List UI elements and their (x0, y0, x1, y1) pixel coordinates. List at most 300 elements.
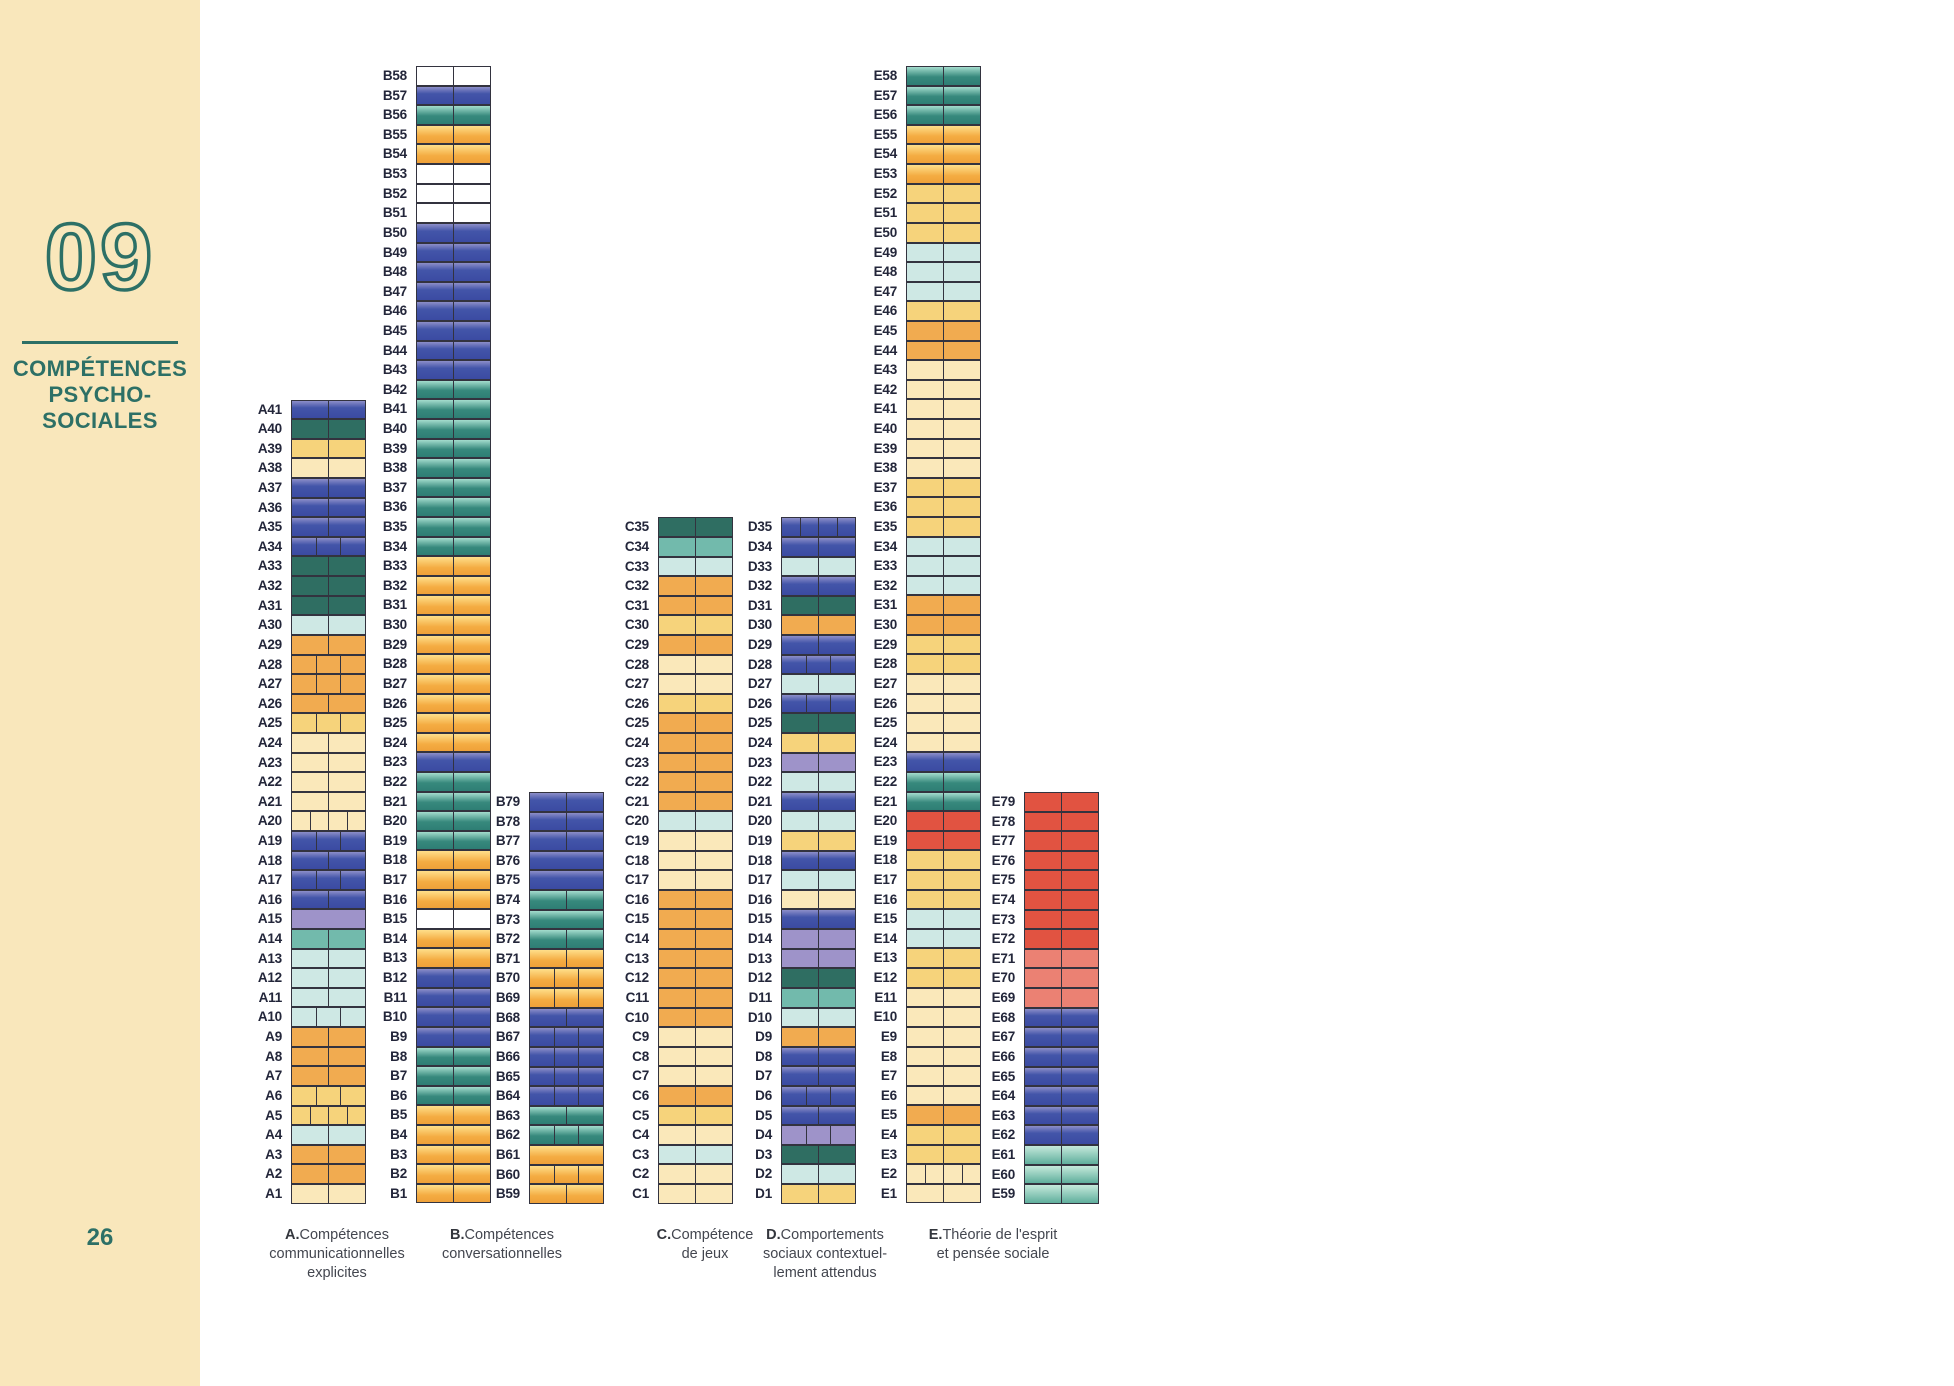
cell-row-E75 (966, 870, 1099, 890)
cell-segment (659, 871, 695, 889)
skill-cell-D33 (781, 557, 856, 577)
cell-label-B58: B58 (382, 68, 407, 84)
cell-label-B7: B7 (390, 1068, 407, 1084)
cell-label-B45: B45 (382, 322, 407, 338)
cell-label-B62: B62 (495, 1127, 520, 1143)
cell-segment (417, 302, 453, 320)
cell-row-C18 (600, 851, 733, 871)
cell-label-C20: C20 (624, 813, 649, 829)
cell-segment (417, 851, 453, 869)
cell-label-E10: E10 (873, 1009, 897, 1025)
cell-segment (782, 969, 818, 987)
skill-cell-B51 (416, 203, 491, 223)
cell-segment (1025, 813, 1061, 831)
cell-row-C33 (600, 557, 733, 577)
cell-segment (417, 577, 453, 595)
cell-segment (1061, 1009, 1098, 1027)
cell-segment (292, 479, 328, 497)
skill-cell-C31 (658, 596, 733, 616)
cell-label-B63: B63 (495, 1107, 520, 1123)
skill-cell-A7 (291, 1066, 366, 1086)
cell-segment (417, 1067, 453, 1085)
cell-label-B51: B51 (382, 205, 407, 221)
cell-label-B2: B2 (390, 1166, 407, 1182)
cell-row-E66 (966, 1047, 1099, 1067)
cell-segment (292, 734, 328, 752)
cell-segment (907, 1165, 925, 1183)
cell-row-B35 (358, 517, 491, 537)
cell-segment (530, 793, 566, 811)
cell-row-A30 (233, 615, 366, 635)
cell-row-A9 (233, 1027, 366, 1047)
cell-segment (453, 420, 490, 438)
cell-label-B41: B41 (382, 401, 407, 417)
cell-segment (292, 616, 328, 634)
cell-segment (530, 989, 554, 1007)
column-caption-E (863, 1226, 1123, 1264)
cell-segment (292, 871, 316, 889)
cell-segment (943, 714, 980, 732)
cell-label-E3: E3 (880, 1146, 897, 1162)
cell-label-A18: A18 (257, 852, 282, 868)
cell-row-B69 (471, 988, 604, 1008)
cell-segment (1061, 930, 1098, 948)
cell-label-B16: B16 (382, 891, 407, 907)
cell-label-A26: A26 (257, 695, 282, 711)
cell-segment (782, 1048, 818, 1066)
skill-cell-E45 (906, 321, 981, 341)
cell-label-D7: D7 (755, 1068, 772, 1084)
skill-cell-B59 (529, 1184, 604, 1204)
cell-label-E39: E39 (873, 440, 897, 456)
cell-row-B49 (358, 243, 491, 263)
cell-segment (453, 145, 490, 163)
cell-segment (292, 1126, 328, 1144)
cell-segment (907, 969, 943, 987)
cell-row-E25 (848, 713, 981, 733)
cell-label-A33: A33 (257, 558, 282, 574)
skill-cell-C29 (658, 635, 733, 655)
cell-segment (453, 753, 490, 771)
cell-segment (292, 1008, 316, 1026)
skill-cell-C20 (658, 811, 733, 831)
caption-line: B.Compétences (450, 1227, 554, 1243)
cell-row-C31 (600, 596, 733, 616)
skill-cell-E40 (906, 419, 981, 439)
cell-label-B34: B34 (382, 538, 407, 554)
skill-cell-D2 (781, 1164, 856, 1184)
cell-row-A12 (233, 968, 366, 988)
skill-cell-C12 (658, 968, 733, 988)
cell-row-E44 (848, 341, 981, 361)
cell-segment (1025, 1028, 1061, 1046)
cell-segment (782, 1165, 818, 1183)
skill-cell-B41 (416, 399, 491, 419)
cell-row-E51 (848, 203, 981, 223)
cell-label-B38: B38 (382, 460, 407, 476)
cell-label-D6: D6 (755, 1087, 772, 1103)
cell-label-B6: B6 (390, 1087, 407, 1103)
cell-row-B56 (358, 105, 491, 125)
skill-cell-D31 (781, 596, 856, 616)
skill-cell-E25 (906, 713, 981, 733)
cell-label-E61: E61 (991, 1146, 1015, 1162)
cell-label-E64: E64 (991, 1088, 1015, 1104)
cell-row-E15 (848, 909, 981, 929)
cell-segment (1025, 793, 1061, 811)
cell-label-B50: B50 (382, 224, 407, 240)
cell-row-D31 (723, 596, 856, 616)
skill-cell-A5 (291, 1106, 366, 1126)
cell-segment (530, 1068, 554, 1086)
skill-cell-B40 (416, 419, 491, 439)
cell-row-E13 (848, 948, 981, 968)
cell-row-E79 (966, 792, 1099, 812)
skill-cell-C11 (658, 988, 733, 1008)
cell-segment (943, 283, 980, 301)
cell-label-B66: B66 (495, 1048, 520, 1064)
cell-segment (943, 342, 980, 360)
skill-cell-A8 (291, 1047, 366, 1067)
cell-segment (907, 224, 943, 242)
cell-row-A20 (233, 811, 366, 831)
cell-segment (292, 793, 328, 811)
cell-segment (943, 302, 980, 320)
cell-segment (907, 400, 943, 418)
cell-segment (453, 322, 490, 340)
skill-cell-C4 (658, 1125, 733, 1145)
cell-segment (782, 538, 818, 556)
cell-label-B65: B65 (495, 1068, 520, 1084)
cell-segment (1061, 1048, 1098, 1066)
cell-row-B27 (358, 674, 491, 694)
cell-label-E74: E74 (991, 892, 1015, 908)
skill-cell-C28 (658, 655, 733, 675)
skill-cell-E59 (1024, 1184, 1099, 1204)
skill-cell-E38 (906, 458, 981, 478)
cell-label-A29: A29 (257, 636, 282, 652)
cell-segment (782, 1146, 818, 1164)
cell-segment (453, 714, 490, 732)
cell-row-E40 (848, 419, 981, 439)
skill-cell-C14 (658, 929, 733, 949)
cell-label-C24: C24 (624, 735, 649, 750)
cell-row-D32 (723, 576, 856, 596)
cell-row-E22 (848, 772, 981, 792)
cell-label-D28: D28 (747, 656, 772, 672)
cell-row-E17 (848, 870, 981, 890)
cell-row-E5 (848, 1105, 981, 1125)
cell-segment (453, 165, 490, 183)
cell-segment (659, 1185, 695, 1203)
skill-cell-C7 (658, 1066, 733, 1086)
cell-label-B17: B17 (382, 872, 407, 888)
cell-segment (530, 1009, 566, 1027)
cell-row-C32 (600, 576, 733, 596)
cell-segment (453, 106, 490, 124)
cell-row-B76 (471, 851, 604, 871)
cell-row-C2 (600, 1164, 733, 1184)
cell-row-E7 (848, 1066, 981, 1086)
cell-label-E26: E26 (873, 695, 897, 711)
cell-label-D23: D23 (747, 754, 772, 770)
skill-cell-A32 (291, 576, 366, 596)
skill-cell-B37 (416, 478, 491, 498)
cell-segment (782, 930, 818, 948)
skill-cell-E43 (906, 360, 981, 380)
cell-label-A17: A17 (257, 872, 282, 888)
skill-cell-C10 (658, 1008, 733, 1028)
cell-row-B63 (471, 1106, 604, 1126)
cell-segment (907, 557, 943, 575)
skill-cell-C21 (658, 792, 733, 812)
skill-cell-A40 (291, 419, 366, 439)
cell-row-E50 (848, 223, 981, 243)
skill-cell-D15 (781, 909, 856, 929)
cell-label-E30: E30 (873, 617, 897, 633)
cell-segment (659, 1048, 695, 1066)
cell-segment (417, 204, 453, 222)
cell-label-A19: A19 (257, 832, 282, 848)
cell-segment (659, 714, 695, 732)
cell-row-B70 (471, 968, 604, 988)
cell-segment (417, 949, 453, 967)
cell-label-E7: E7 (880, 1068, 897, 1084)
cell-label-B52: B52 (382, 185, 407, 201)
skill-cell-D22 (781, 772, 856, 792)
cell-row-A13 (233, 949, 366, 969)
cell-segment (417, 283, 453, 301)
cell-label-C26: C26 (624, 695, 649, 711)
cell-row-C15 (600, 909, 733, 929)
column-E (848, 66, 981, 1203)
skill-cell-E27 (906, 674, 981, 694)
skill-cell-B72 (529, 929, 604, 949)
caption-line: et pensée sociale (936, 1246, 1050, 1262)
cell-row-E36 (848, 497, 981, 517)
cell-row-B44 (358, 341, 491, 361)
cell-row-B37 (358, 478, 491, 498)
cell-segment (1061, 1166, 1098, 1184)
cell-label-E68: E68 (991, 1009, 1015, 1025)
cell-row-E4 (848, 1125, 981, 1145)
skill-cell-E70 (1024, 968, 1099, 988)
cell-segment (782, 636, 818, 654)
cell-segment (292, 910, 365, 928)
cell-segment (417, 126, 453, 144)
cell-segment (782, 597, 818, 615)
cell-segment (453, 185, 490, 203)
skill-cell-E76 (1024, 851, 1099, 871)
cell-segment (530, 1146, 603, 1164)
cell-label-B22: B22 (382, 773, 407, 789)
skill-cell-B64 (529, 1086, 604, 1106)
skill-cell-D24 (781, 733, 856, 753)
cell-label-B72: B72 (495, 931, 520, 947)
cell-label-A14: A14 (257, 931, 282, 947)
cell-segment (453, 302, 490, 320)
cell-row-B50 (358, 223, 491, 243)
cell-segment (417, 440, 453, 458)
cell-row-E70 (966, 968, 1099, 988)
skill-cell-B46 (416, 301, 491, 321)
cell-label-D24: D24 (747, 735, 772, 750)
cell-row-D34 (723, 537, 856, 557)
cell-segment (453, 773, 490, 791)
skill-cell-D21 (781, 792, 856, 812)
cell-segment (1061, 989, 1098, 1007)
cell-label-D22: D22 (747, 774, 772, 790)
skill-cell-B76 (529, 851, 604, 871)
cell-label-E12: E12 (873, 970, 897, 986)
cell-row-D33 (723, 557, 856, 577)
skill-cell-D16 (781, 890, 856, 910)
cell-row-E53 (848, 164, 981, 184)
skill-cell-D17 (781, 870, 856, 890)
cell-row-B72 (471, 929, 604, 949)
cell-segment (453, 518, 490, 536)
cell-segment (417, 87, 453, 105)
cell-row-C7 (600, 1066, 733, 1086)
skill-cell-B54 (416, 144, 491, 164)
skill-cell-D35 (781, 517, 856, 537)
cell-segment (659, 558, 695, 576)
cell-segment (659, 1009, 695, 1027)
cell-segment (554, 1166, 579, 1184)
cell-row-C27 (600, 674, 733, 694)
cell-label-C4: C4 (632, 1127, 649, 1143)
cell-row-E16 (848, 890, 981, 910)
cell-segment (907, 283, 943, 301)
cell-segment (782, 989, 818, 1007)
cell-label-C19: C19 (624, 833, 649, 849)
cell-row-E47 (848, 282, 981, 302)
cell-row-D20 (723, 811, 856, 831)
skill-cell-E36 (906, 497, 981, 517)
cell-label-C22: C22 (624, 774, 649, 790)
skill-cell-E68 (1024, 1008, 1099, 1028)
cell-segment (417, 793, 453, 811)
cell-row-D30 (723, 615, 856, 635)
cell-segment (292, 950, 328, 968)
cell-segment (943, 753, 980, 771)
cell-segment (417, 538, 453, 556)
cell-label-B15: B15 (382, 911, 407, 927)
skill-cell-D19 (781, 831, 856, 851)
cell-label-D18: D18 (747, 852, 772, 868)
skill-cell-B50 (416, 223, 491, 243)
cell-segment (292, 1087, 316, 1105)
column-D (723, 517, 856, 1203)
cell-segment (1025, 989, 1061, 1007)
cell-segment (453, 400, 490, 418)
cell-segment (292, 420, 328, 438)
cell-label-A21: A21 (257, 793, 282, 809)
skill-cell-E24 (906, 733, 981, 753)
cell-label-E29: E29 (873, 636, 897, 652)
cell-segment (659, 734, 695, 752)
chapter-title-line-3: SOCIALES (42, 408, 158, 433)
cell-label-E1: E1 (880, 1185, 897, 1201)
skill-cell-E74 (1024, 890, 1099, 910)
cell-segment (1061, 871, 1098, 889)
cell-segment (453, 596, 490, 614)
cell-label-A34: A34 (257, 538, 282, 554)
skill-cell-A17 (291, 870, 366, 890)
cell-label-B28: B28 (382, 656, 407, 672)
cell-segment (1061, 793, 1098, 811)
cell-label-E13: E13 (873, 950, 897, 966)
cell-segment (907, 949, 943, 967)
skill-cell-D4 (781, 1125, 856, 1145)
cell-row-A19 (233, 831, 366, 851)
cell-segment (659, 1126, 695, 1144)
cell-segment (943, 538, 980, 556)
caption-line: E.Théorie de l'esprit (928, 1227, 1058, 1243)
cell-row-C9 (600, 1027, 733, 1047)
cell-segment (659, 675, 695, 693)
cell-segment (659, 1107, 695, 1125)
cell-segment (292, 1107, 310, 1125)
skill-cell-E64 (1024, 1086, 1099, 1106)
cell-segment (292, 832, 316, 850)
cell-row-E2 (848, 1164, 981, 1184)
cell-label-E5: E5 (880, 1107, 897, 1123)
cell-row-D7 (723, 1066, 856, 1086)
cell-label-E51: E51 (873, 205, 897, 221)
cell-segment (907, 165, 943, 183)
cell-row-E59 (966, 1184, 1099, 1204)
cell-segment (292, 1185, 328, 1203)
skill-cell-A3 (291, 1145, 366, 1165)
cell-row-E32 (848, 576, 981, 596)
cell-segment (417, 1087, 453, 1105)
cell-row-A21 (233, 792, 366, 812)
cell-label-E76: E76 (991, 852, 1015, 868)
skill-cell-E47 (906, 282, 981, 302)
cell-row-E78 (966, 812, 1099, 832)
cell-label-E18: E18 (873, 852, 897, 868)
cell-row-E12 (848, 968, 981, 988)
cell-segment (1025, 891, 1061, 909)
cell-segment (782, 1028, 818, 1046)
cell-label-D13: D13 (747, 950, 772, 966)
skill-cell-B47 (416, 282, 491, 302)
cell-segment (566, 832, 603, 850)
cell-segment (530, 852, 603, 870)
cell-label-B33: B33 (382, 558, 407, 574)
cell-segment (943, 381, 980, 399)
skill-cell-C22 (658, 772, 733, 792)
cell-label-B12: B12 (382, 970, 407, 986)
cell-segment (417, 832, 453, 850)
cell-row-D12 (723, 968, 856, 988)
cell-segment (292, 557, 328, 575)
cell-row-A11 (233, 988, 366, 1008)
cell-label-D12: D12 (747, 970, 772, 986)
cell-segment (943, 440, 980, 458)
cell-row-D9 (723, 1027, 856, 1047)
cell-label-C10: C10 (624, 1009, 649, 1025)
cell-label-E56: E56 (873, 107, 897, 123)
cell-segment (417, 498, 453, 516)
cell-row-D18 (723, 851, 856, 871)
cell-label-D5: D5 (755, 1107, 772, 1123)
cell-segment (1025, 832, 1061, 850)
cell-label-B75: B75 (495, 872, 520, 888)
cell-segment (530, 930, 566, 948)
cell-row-B40 (358, 419, 491, 439)
